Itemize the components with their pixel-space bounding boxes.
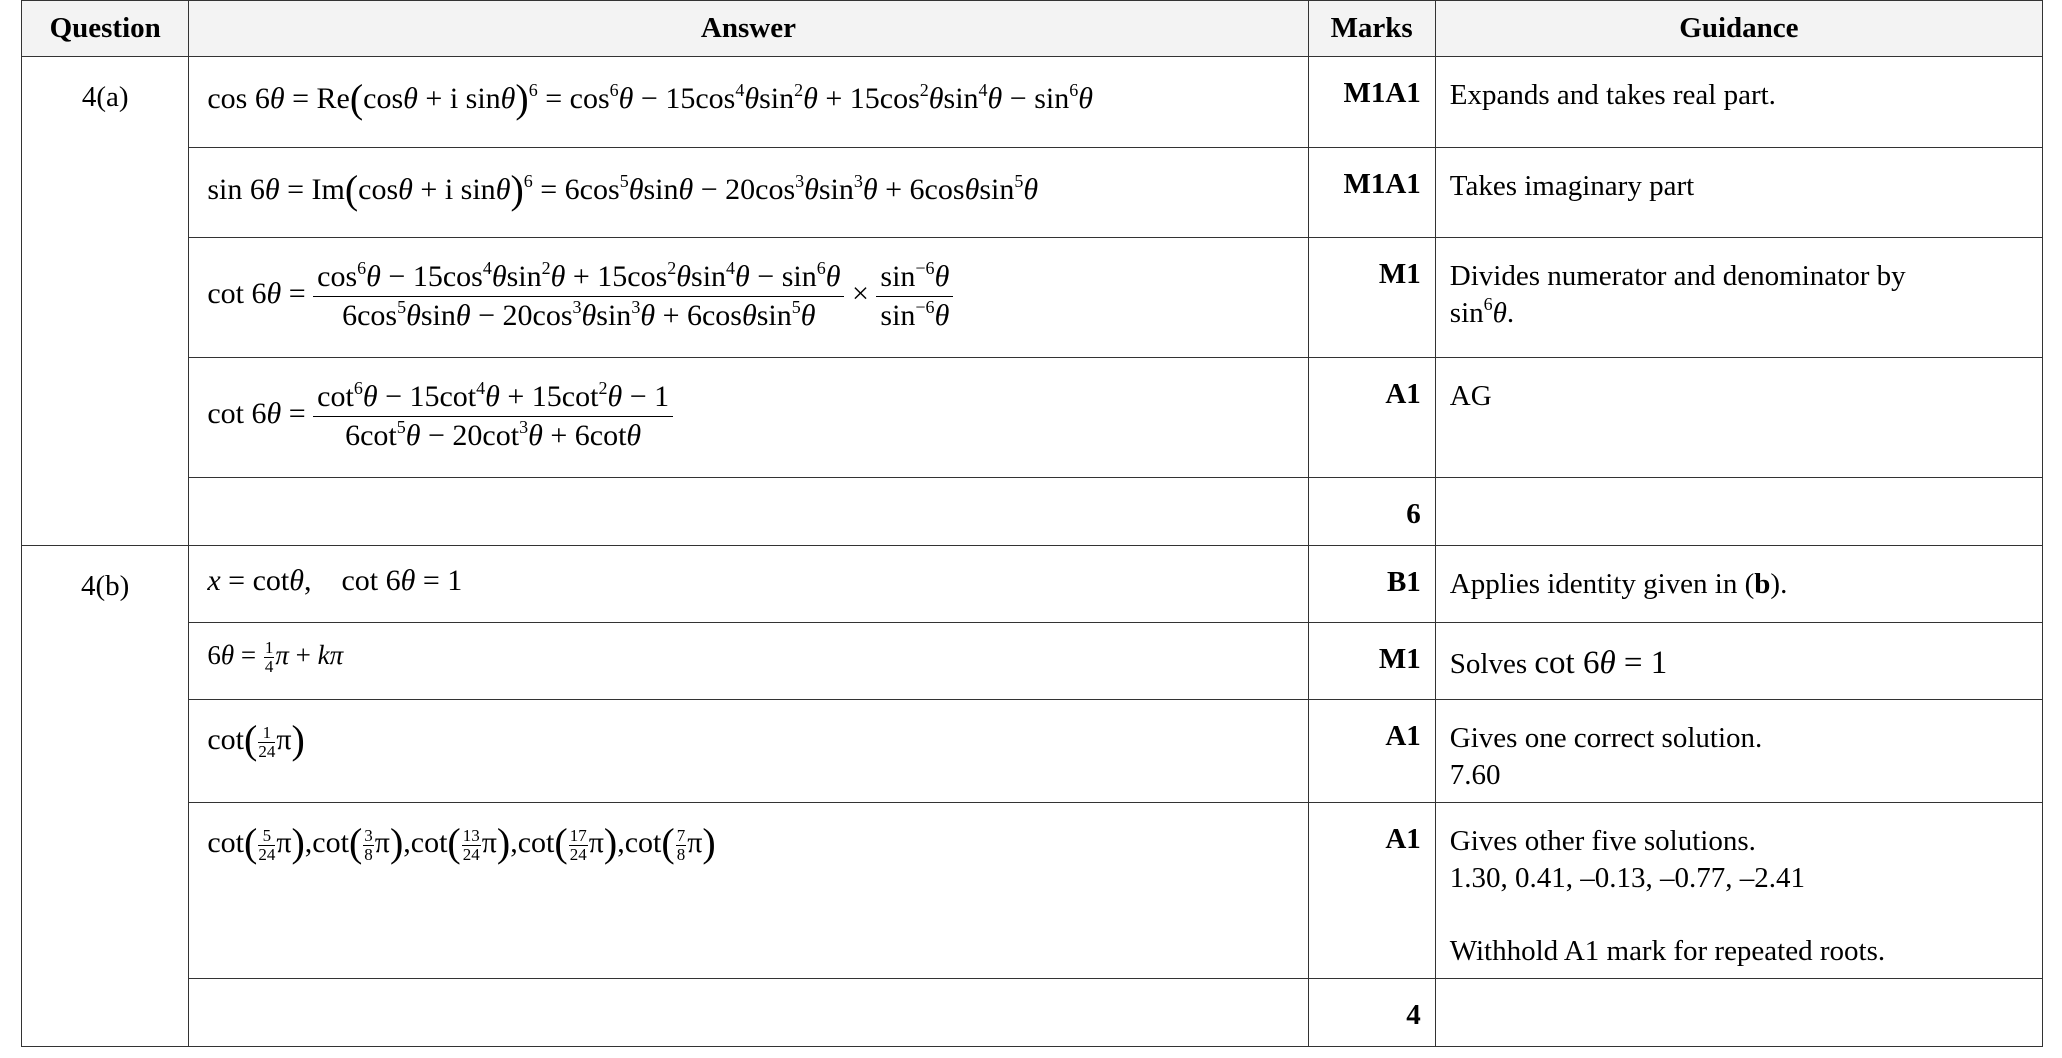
answer-math: x = cotθ, cot 6θ = 1 <box>207 564 463 597</box>
guidance-cell <box>1435 700 2042 803</box>
guidance-cell-empty <box>1435 478 2042 546</box>
table-row-total <box>22 979 2043 1047</box>
table-row <box>22 546 2043 623</box>
table-row <box>22 803 2043 979</box>
guidance-bold: b <box>1754 568 1771 600</box>
guidance-cell: Expands and takes real part. <box>1435 57 2042 148</box>
marks-total: 4 <box>1308 979 1435 1047</box>
answer-cell <box>189 803 1308 979</box>
answer-math: sin 6θ = Im(cosθ + i $\sin\theta)^6 = 6\cos^5\theta\sin\theta - 20\cos^3\theta\sin^3\theta + 6\cos\theta\sin^5\theta$ <box>207 167 1039 212</box>
guidance-text-end: ). <box>1770 568 1788 600</box>
marks-cell: A1 <box>1308 358 1435 478</box>
guidance-text: Solves <box>1449 648 1528 680</box>
table-row <box>22 623 2043 700</box>
guidance-text: Applies identity given in <box>1449 568 1745 600</box>
guidance-cell-empty <box>1435 979 2042 1047</box>
header-guidance: Guidance <box>1435 1 2042 57</box>
table-row <box>22 238 2043 358</box>
answer-cell <box>189 623 1308 700</box>
guidance-text: Gives one correct solution. <box>1449 722 1763 754</box>
table-row <box>22 148 2043 238</box>
marks-cell: A1 <box>1308 700 1435 803</box>
answer-cell-empty <box>189 979 1308 1047</box>
table-row <box>22 700 2043 803</box>
answer-math: cot( $\frac{1}{24}$ π) <box>207 717 305 762</box>
header-question: Question <box>22 1 189 57</box>
mark-scheme-table <box>21 0 2043 1047</box>
guidance-value: 7.60 <box>1449 758 1501 791</box>
answer-cell-empty <box>189 478 1308 546</box>
guidance-text: Gives other five solutions. <box>1449 825 1756 857</box>
guidance-cell <box>1435 238 2042 358</box>
table-row <box>22 358 2043 478</box>
guidance-cell <box>1435 623 2042 700</box>
marks-cell: M1 <box>1308 623 1435 700</box>
table-row-total <box>22 478 2043 546</box>
answer-cell <box>189 57 1308 148</box>
guidance-cell <box>1435 803 2042 979</box>
guidance-cell: AG <box>1435 358 2042 478</box>
header-row <box>22 1 2043 57</box>
answer-math: cot( $\frac{5}{24}$ π),cot( $\frac{3}{8}$ π),cot( $\frac{13}{24}$ π),cot( $\frac{17}{24}$ π),cot( $\frac{7}{8}$ π) <box>207 820 716 865</box>
answer-math: 6θ = $\frac{1}{4}$ π + kπ <box>207 638 344 676</box>
header-marks: Marks <box>1308 1 1435 57</box>
question-cell-4a: 4(a) <box>22 57 189 546</box>
guidance-math: cot 6θ = 1 <box>1534 645 1668 681</box>
marks-total: 6 <box>1308 478 1435 546</box>
answer-cell <box>189 358 1308 478</box>
answer-cell <box>189 238 1308 358</box>
marks-cell: B1 <box>1308 546 1435 623</box>
question-cell-4b: 4(b) <box>22 546 189 1047</box>
guidance-cell: Applies identity given in (b). <box>1435 546 2042 623</box>
marks-cell: M1 <box>1308 238 1435 358</box>
answer-math: cot 6θ = $\frac{\cos^6\theta - 15\cos^4\theta\sin^2\theta + 15\cos^2\theta\sin^4\theta - \sin^6\theta}{6\cos^5\theta\sin\theta - 20\cos^3\theta\sin^3\theta + 6\cos\theta\sin^5\theta}$ × $\frac{\sin^{-6}\theta}{\sin^{-6}\theta}$ <box>207 277 953 310</box>
table-row <box>22 57 2043 148</box>
marks-cell: M1A1 <box>1308 148 1435 238</box>
header-answer: Answer <box>189 1 1308 57</box>
answer-cell <box>189 546 1308 623</box>
guidance-values: 1.30, 0.41, –0.13, –0.77, –2.41 <box>1449 861 1806 894</box>
guidance-text: Divides numerator and denominator by <box>1449 260 1906 292</box>
guidance-math: $\sin^6\theta$. <box>1449 293 1515 329</box>
answer-math: cos 6θ = Re(cosθ + i $\sin\theta)^6 = \cos^6\theta - 15\cos^4\theta\sin^2\theta + 15\cos^2\theta\sin^4\theta - \sin^6\theta$ <box>207 76 1093 121</box>
guidance-note: Withhold A1 mark for repeated roots. <box>1449 934 1886 967</box>
marks-cell: M1A1 <box>1308 57 1435 148</box>
marks-cell: A1 <box>1308 803 1435 979</box>
answer-math: cot 6θ = $\frac{\cot^6\theta - 15\cot^4\theta + 15\cot^2\theta - 1}{6\cot^5\theta - 20\cot^3\theta + 6\cot\theta}$ <box>207 397 673 430</box>
answer-cell <box>189 148 1308 238</box>
answer-cell <box>189 700 1308 803</box>
guidance-cell: Takes imaginary part <box>1435 148 2042 238</box>
